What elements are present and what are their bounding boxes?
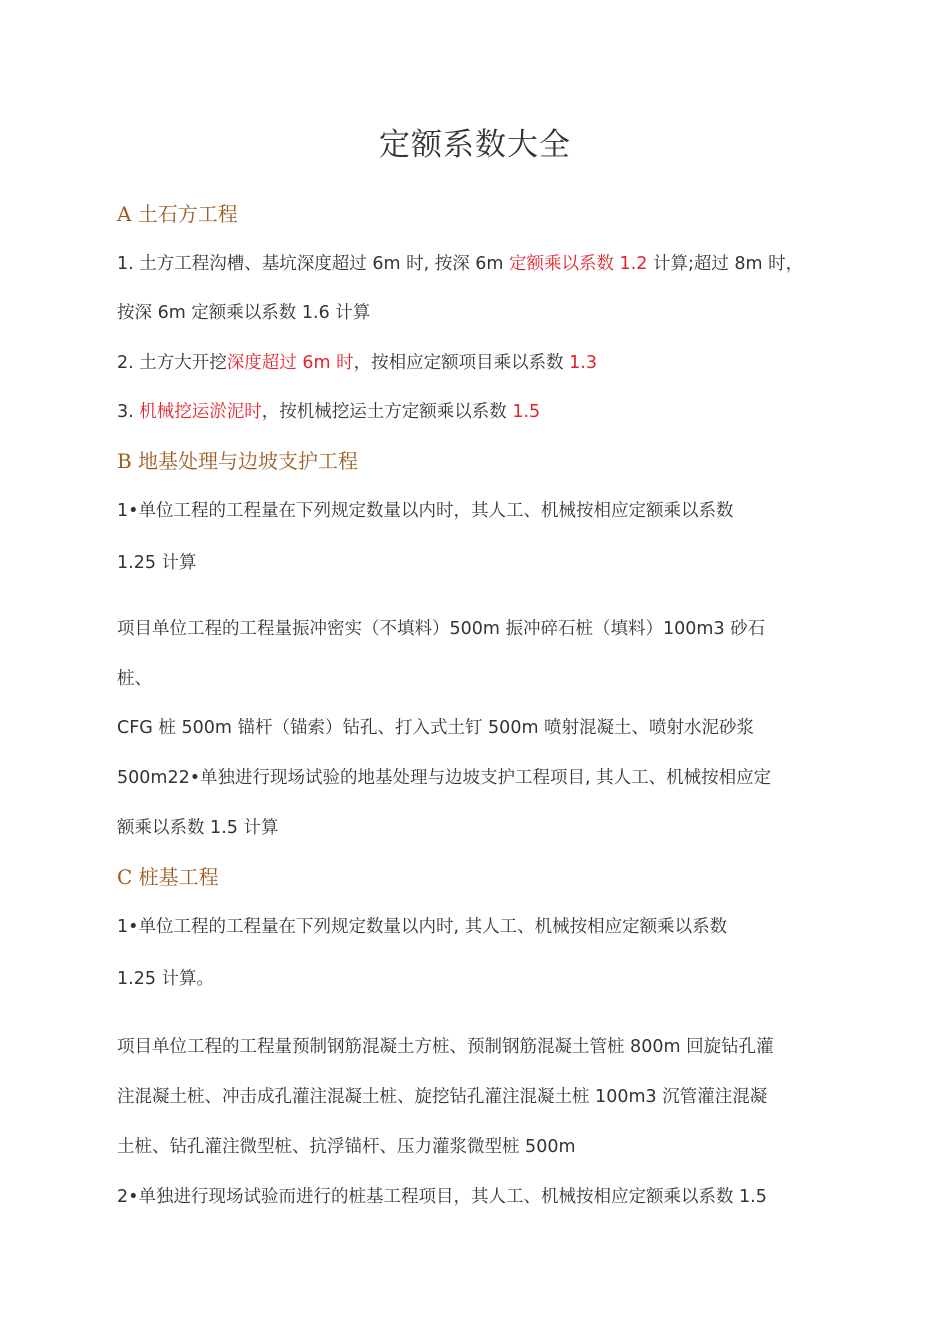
highlight-text: 定额乘以系数 1.2 xyxy=(509,254,648,274)
section-b-line6: 500m22•单独进行现场试验的地基处理与边坡支护工程项目, 其人工、机械按相应定 xyxy=(117,768,772,788)
highlight-text: 机械挖运淤泥时 xyxy=(139,402,262,422)
section-b-line2: 1.25 计算 xyxy=(117,553,197,573)
text-segment: 1. 土方工程沟槽、基坑深度超过 6m 时, 按深 6m xyxy=(117,254,509,274)
section-a-item3 xyxy=(117,398,540,426)
section-a-item2 xyxy=(117,349,597,377)
section-c-heading: C 桩基工程 xyxy=(117,865,219,889)
text-segment: 2. 土方大开挖 xyxy=(117,353,227,373)
section-a-item1-line2: 按深 6m 定额乘以系数 1.6 计算 xyxy=(117,303,371,323)
highlight-text: 深度超过 6m 时 xyxy=(226,353,354,373)
text-segment: 计算;超过 8m 时， xyxy=(647,254,804,274)
section-c-line1: 1•单位工程的工程量在下列规定数量以内时, 其人工、机械按相应定额乘以系数 xyxy=(117,917,728,937)
text-segment: ，按机械挖运土方定额乘以系数 xyxy=(261,402,513,422)
section-b-line1: 1•单位工程的工程量在下列规定数量以内时，其人工、机械按相应定额乘以系数 xyxy=(117,501,734,521)
highlight-text: 1.5 xyxy=(512,402,541,422)
text-segment: ，按相应定额项目乘以系数 xyxy=(353,353,570,373)
section-a-item1-line1 xyxy=(117,250,803,278)
section-c-line3: 项目单位工程的工程量预制钢筋混凝土方桩、预制钢筋混凝土管桩 800m 回旋钻孔灌 xyxy=(117,1037,774,1057)
section-b-line7: 额乘以系数 1.5 计算 xyxy=(117,818,279,838)
section-c-line4: 注混凝土桩、冲击成孔灌注混凝土桩、旋挖钻孔灌注混凝土桩 100m3 沉管灌注混凝 xyxy=(117,1087,768,1107)
section-a-heading: A 土石方工程 xyxy=(117,202,238,226)
page-title: 定额系数大全 xyxy=(379,127,571,163)
section-b-line5: CFG 桩 500m 锚杆（锚索）钻孔、打入式土钉 500m 喷射混凝土、喷射水泥砂浆 xyxy=(117,718,755,738)
section-b-line4: 桩、 xyxy=(117,669,152,689)
section-c-line6: 2•单独进行现场试验而进行的桩基工程项目，其人工、机械按相应定额乘以系数 1.5 xyxy=(117,1187,767,1207)
section-b-heading: B 地基处理与边坡支护工程 xyxy=(117,449,359,473)
highlight-text: 1.3 xyxy=(569,353,597,373)
section-c-line2: 1.25 计算。 xyxy=(117,969,215,989)
text-segment: 3. xyxy=(117,402,140,422)
section-c-line5: 土桩、钻孔灌注微型桩、抗浮锚杆、压力灌浆微型桩 500m xyxy=(117,1137,576,1157)
section-b-line3: 项目单位工程的工程量振冲密实（不填料）500m 振冲碎石桩（填料）100m3 砂石 xyxy=(117,619,766,639)
